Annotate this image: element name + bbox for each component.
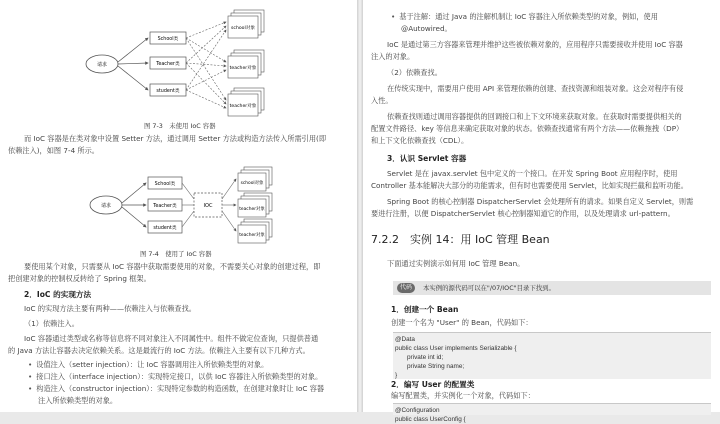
bullet-constructor-injection-cont: 注入所依赖类型的对象。: [38, 396, 118, 405]
para-getobject-1: 要使用某个对象，只需要从 IoC 容器中获取需要使用的对象，不需要关心对象的创建过程，即: [24, 262, 321, 271]
heading-user-config: 2．编写 User 的配置类: [391, 380, 475, 389]
code-tip-icon: 代码: [397, 283, 415, 293]
fig1-object-teacher-1: teacher对象: [229, 66, 257, 71]
figure-7-3-caption: 图 7-3 未使用 IoC 容器: [144, 122, 216, 130]
fig1-caller: 请求: [96, 62, 108, 68]
code-line: @Data: [395, 336, 415, 343]
para-servlet-2: Controller 基本能解决大部分的功能需求，但有时也需要使用 Servlet，比如实现拦截和监听功能。: [371, 181, 688, 190]
heading-ioc-methods: 2．IoC 的实现方法: [24, 290, 92, 299]
code-line: private int id;: [407, 354, 444, 361]
para-traditional-2: 入性。: [371, 96, 393, 105]
bullet-interface-injection: • 接口注入（interface injection）：实现特定接口，以供 IoC 容器注入所依赖类型的对象。: [28, 372, 322, 382]
bullet-setter-injection: • 设值注入（setter injection）：让 IoC 容器调用注入所依赖类型的对象。: [28, 360, 268, 370]
para-di-2: 的 Java 方法让容器去决定依赖关系。这是最流行的 IoC 方法。依赖注入主要有以下几种方式。: [8, 346, 310, 355]
heading-servlet: 3．认识 Servlet 容器: [387, 154, 467, 163]
code-block-userconfig: [393, 403, 711, 423]
code-block-user: [393, 332, 711, 379]
fig2-class-school: School类: [154, 182, 176, 187]
heading-create-bean: 1．创建一个 Bean: [391, 305, 459, 314]
code-tip-bar: [393, 281, 711, 295]
code-line: @Configuration: [395, 407, 440, 414]
fig1-class-teacher: Teacher类: [156, 62, 180, 67]
bullet-constructor-injection: • 构造注入（constructor injection）：实现特定参数的构造函数，在创建对象时让 IoC 容器: [28, 384, 324, 394]
left-page: [0, 0, 357, 412]
code-line: private String name;: [407, 363, 465, 370]
para-lookup-2: 配置文件路径、key 等信息来确定获取对象的状态。依赖查找通常有两个方法——依赖拖拽（DP）: [371, 124, 684, 133]
figure-7-3-diagram: [80, 4, 280, 119]
para-ioc-methods: IoC 的实现方法主要有两种——依赖注入与依赖查找。: [24, 304, 196, 313]
para-di-1: IoC 容器通过类型或名称等信息将不同对象注入不同属性中。组件不做定位查询，只提供普通: [24, 334, 319, 343]
para-ioc-container-1: IoC 是通过第三方容器来管理并维护这些被依赖对象的，应用程序只需要接收并使用 IoC 容器: [387, 40, 683, 49]
fig2-object-teacher-2: teacher对象: [239, 233, 265, 238]
para-dispatcher-1: Spring Boot 的核心控制器 DispatcherServlet 会处理所有的请求。如果自定义 Servlet，则需: [387, 197, 694, 206]
para-ioc-container-2: 注入的对象。: [371, 52, 415, 61]
para-traditional-1: 在传统实现中，需要用户使用 API 来管理依赖的创建、查找资源和组装对象。这会对程序有侵: [387, 84, 684, 93]
fig2-caller: 请求: [100, 203, 112, 209]
fig2-container: IOC: [203, 203, 213, 209]
sub-dependency-lookup: （2）依赖查找。: [387, 68, 442, 77]
para-create-bean: 创建一个名为 "User" 的 Bean，代码如下：: [391, 318, 533, 327]
para-setter-2: 依赖注入)，如图 7-4 所示。: [8, 146, 99, 155]
fig2-class-student: student类: [153, 226, 177, 231]
figure-7-4-diagram: [84, 165, 284, 245]
fig2-object-teacher-1: teacher对象: [239, 207, 265, 212]
para-demo-intro: 下面通过实例演示如何用 IoC 管理 Bean。: [387, 259, 525, 268]
figure-7-4-caption: 图 7-4 使用了 IoC 容器: [140, 250, 212, 258]
code-tip-text: 本实例的源代码可以在"/07/IOC"目录下找到。: [423, 284, 555, 292]
para-lookup-3: 和上下文化依赖查找（CDL）。: [371, 136, 469, 145]
para-dispatcher-2: 要进行注册，以便 DispatcherServlet 核心控制器知道它的作用，以及处理请求 url-pattern。: [371, 209, 675, 218]
right-page: [363, 0, 720, 423]
code-line: public class UserConfig {: [395, 416, 466, 423]
fig1-class-school: School类: [157, 37, 179, 42]
bullet-annotation: • 基于注解：通过 Java 的注解机制让 IoC 容器注入所依赖类型的对象，例如，使用: [391, 12, 658, 22]
para-lookup-1: 依赖查找则通过调用容器提供的回调接口和上下文环境来获取对象。在获取时需要提供相关的: [387, 112, 682, 121]
para-servlet-1: Servlet 是在 javax.servlet 包中定义的一个接口。在开发 Spring Boot 应用程序时，使用: [387, 169, 678, 178]
fig2-object-school: school对象: [240, 181, 264, 186]
code-line: public class User implements Serializable {: [395, 345, 517, 352]
para-getobject-2: 把创建对象的控制权反转给了 Spring 框架。: [8, 274, 151, 283]
section-title: 7.2.2 实例 14：用 IoC 管理 Bean: [371, 233, 550, 246]
sub-dependency-injection: （1）依赖注入。: [24, 319, 79, 328]
fig1-object-school: school对象: [231, 26, 255, 31]
code-line: }: [395, 372, 398, 379]
fig1-object-teacher-2: teacher对象: [229, 104, 257, 109]
para-setter-1: 而 IoC 容器是在类对象中设置 Setter 方法，通过调用 Setter 方法或构造方法传入所需引用(即: [24, 134, 327, 143]
fig2-class-teacher: Teacher类: [153, 204, 177, 209]
bullet-annotation-cont: @Autowired。: [401, 24, 452, 33]
fig1-class-student: student类: [156, 89, 180, 94]
para-user-config: 编写配置类，并实例化一个对象，代码如下：: [391, 391, 535, 400]
